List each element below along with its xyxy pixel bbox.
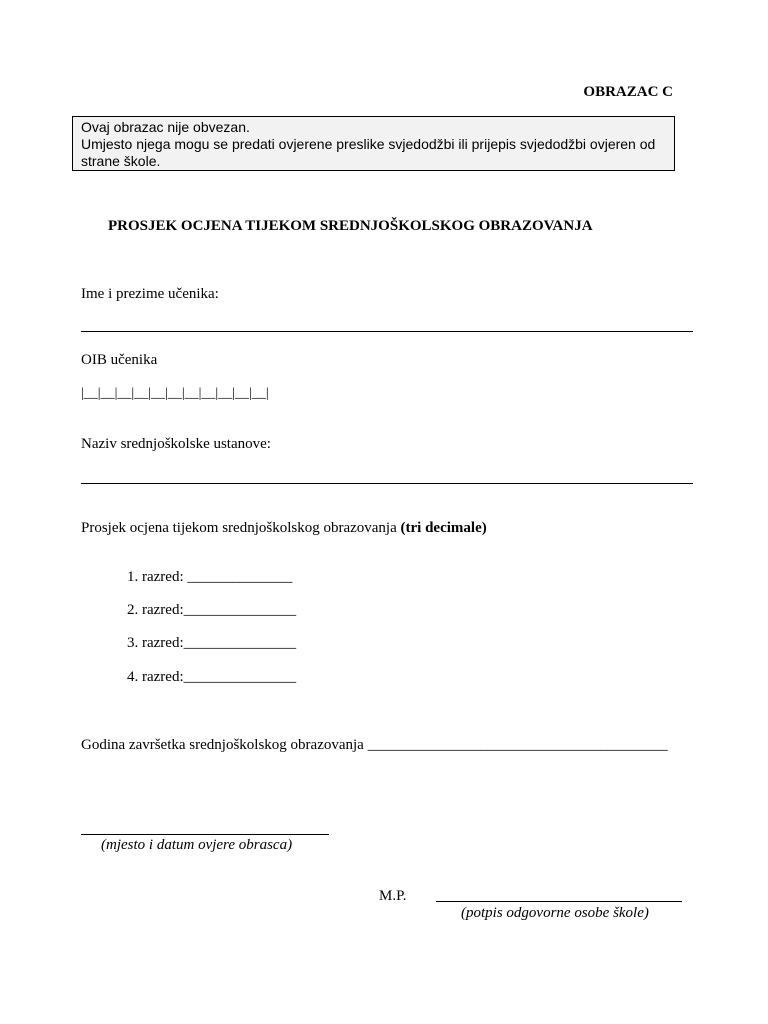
school-name-line[interactable]	[81, 483, 693, 484]
average-label-row	[81, 520, 487, 537]
grade-2-field[interactable]: 2. razred:_______________	[127, 602, 297, 618]
oib-boxes[interactable]: |__|__|__|__|__|__|__|__|__|__|__|	[81, 386, 269, 401]
school-name-label: Naziv srednjoškolske ustanove:	[81, 436, 271, 452]
grade-4-field[interactable]: 4. razred:_______________	[127, 669, 297, 685]
place-date-line[interactable]	[81, 834, 329, 835]
notice-box	[72, 116, 675, 171]
form-code: OBRAZAC C	[583, 84, 673, 100]
grade-1-field[interactable]: 1. razred: ______________	[127, 569, 293, 585]
average-note: (tri decimale)	[400, 520, 487, 536]
notice-line-3: strane škole.	[81, 153, 161, 169]
oib-label: OIB učenika	[81, 352, 158, 368]
student-name-line[interactable]	[81, 331, 693, 332]
graduation-year-field[interactable]: Godina završetka srednjoškolskog obrazovanja ________________________________________	[81, 737, 668, 753]
notice-line-1: Ovaj obrazac nije obvezan.	[81, 119, 250, 135]
grade-3-field[interactable]: 3. razred:_______________	[127, 635, 297, 651]
signature-line[interactable]	[436, 901, 682, 902]
document-title: PROSJEK OCJENA TIJEKOM SREDNJOŠKOLSKOG OBRAZOVANJA	[108, 218, 593, 234]
place-date-caption: (mjesto i datum ovjere obrasca)	[101, 837, 293, 853]
signature-caption: (potpis odgovorne osobe škole)	[461, 905, 649, 921]
average-label: Prosjek ocjena tijekom srednjoškolskog obrazovanja	[81, 520, 397, 536]
notice-line-2: Umjesto njega mogu se predati ovjerene preslike svjedodžbi ili prijepis svjedodžbi ovjeren od	[81, 136, 656, 152]
stamp-label: M.P.	[379, 888, 407, 904]
student-name-label: Ime i prezime učenika:	[81, 286, 219, 302]
